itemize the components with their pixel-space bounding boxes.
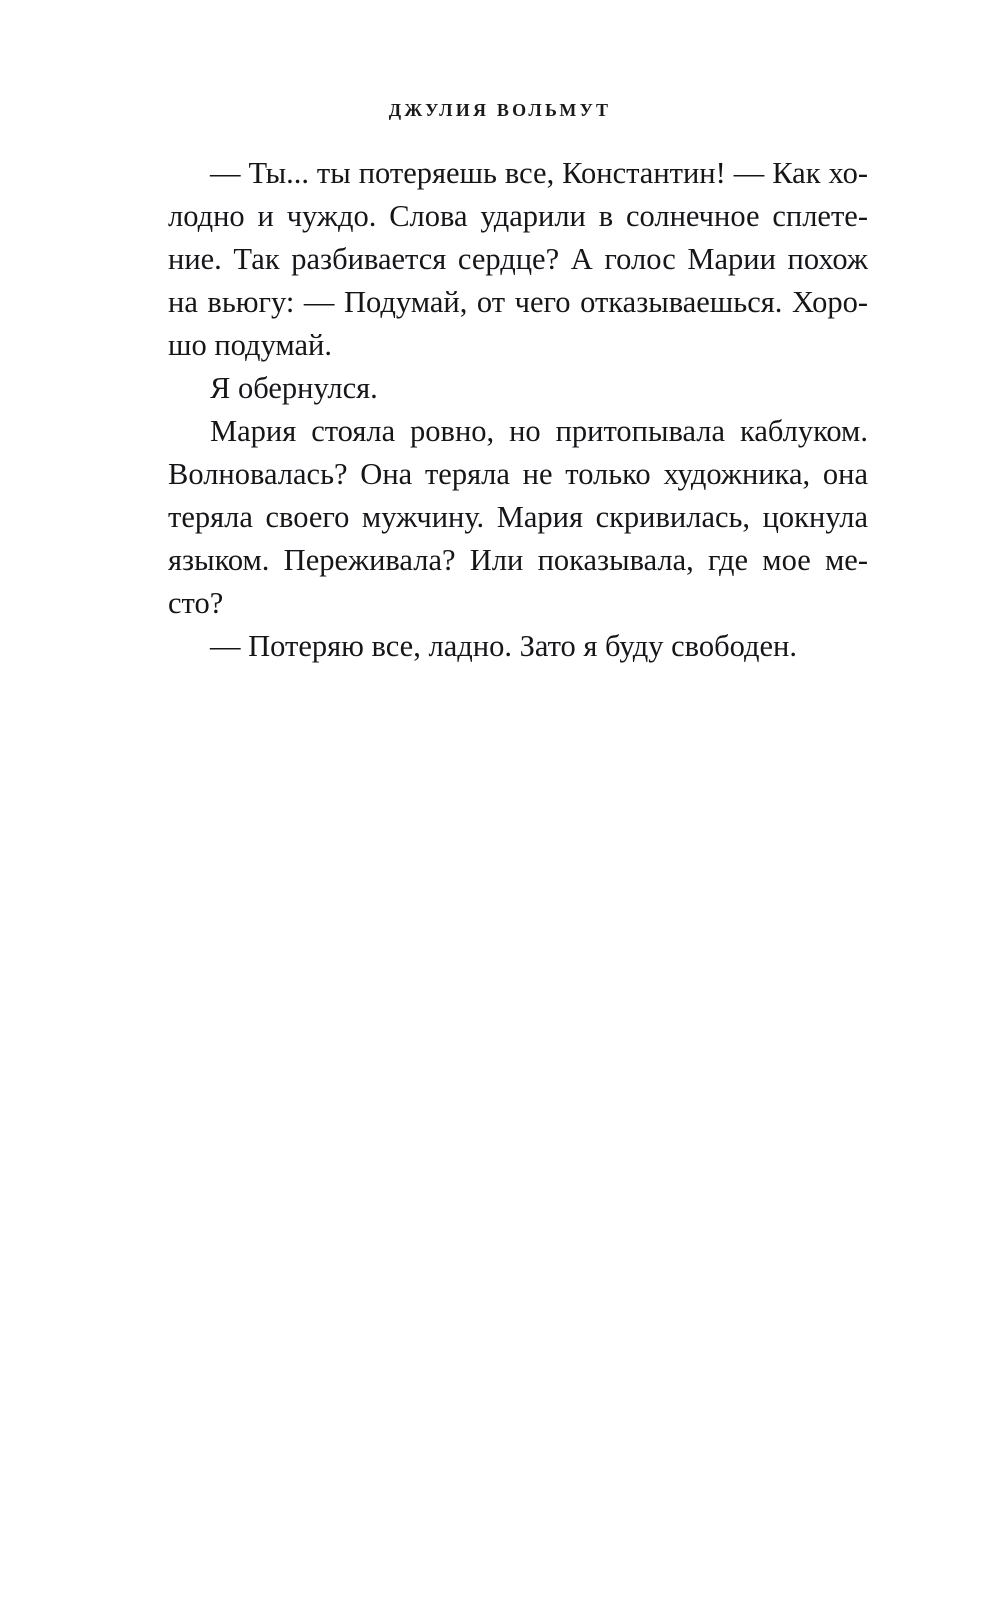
paragraph: Я обернулся. [210,371,378,405]
running-head-author: ДЖУЛИЯ ВОЛЬМУТ [388,100,612,120]
body-text-block [168,152,868,668]
paragraph: — Ты... ты потеряешь все, Константин! — Как холодно и чуждо. Слова ударили в солнечное сплетение. Так разбивается сердце? А голос Марии похож на вьюгу: — Подумай, от чего отказываешься. Хорошо подумай. [168,156,868,362]
paragraph: — Потеряю все, ладно. Зато я буду свободен. [210,629,798,663]
paragraph: Мария стояла ровно, но притопывала каблуком. Волновалась? Она теряла не только художника, она теряла своего мужчину. Мария скривилась, цокнула языком. Переживала? Или показывала, где мое место? [168,414,868,620]
